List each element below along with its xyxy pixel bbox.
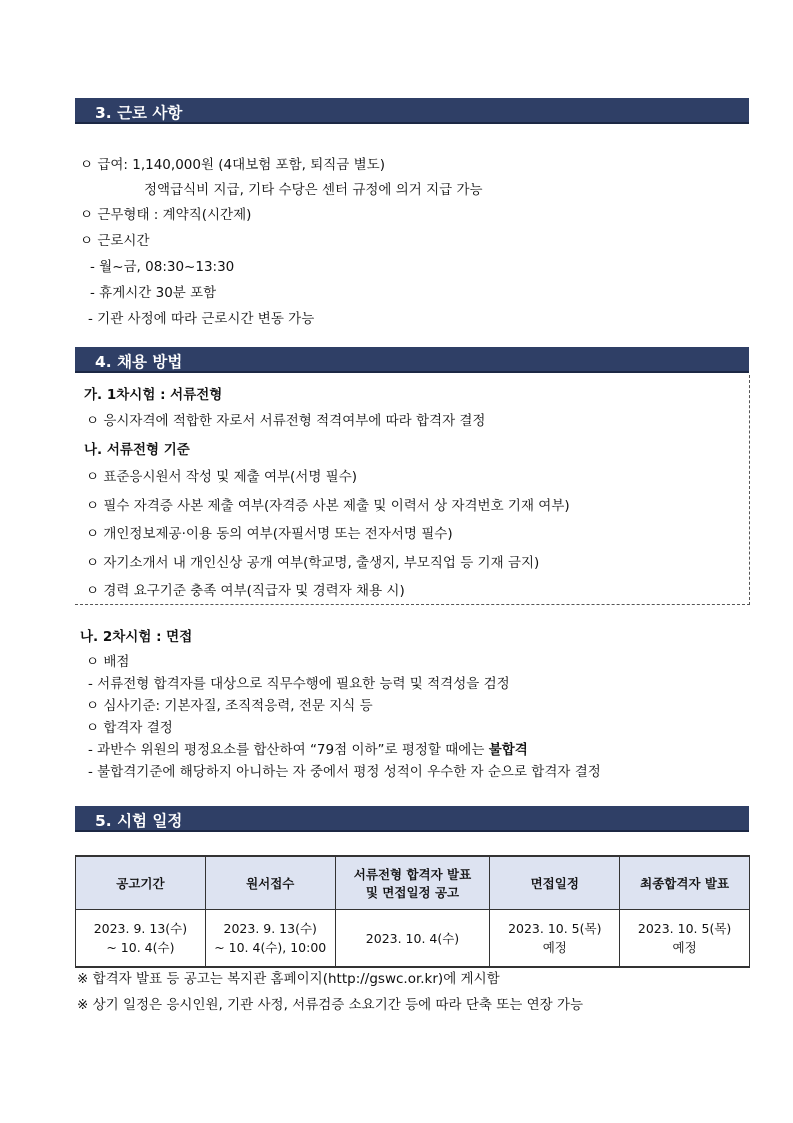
criteria-item: ㅇ 자기소개서 내 개인신상 공개 여부(학교명, 출생지, 부모직업 등 기재 금지) [86, 555, 540, 571]
cell-line: 2023. 10. 5(목) [637, 921, 732, 936]
salary-note: 정액급식비 지급, 기타 수당은 센터 규정에 의거 지급 가능 [144, 182, 483, 198]
section-5-header [75, 806, 749, 832]
header-final: 최종합격자 발표 [620, 856, 750, 910]
schedule-row [76, 910, 750, 968]
note-schedule-change: ※ 상기 일정은 응시인원, 기관 사정, 서류검증 소요기간 등에 따라 단축 또는 연장 가능 [77, 997, 584, 1013]
criteria-item: ㅇ 개인정보제공·이용 동의 여부(자필서명 또는 전자서명 필수) [86, 526, 453, 542]
fail-rule-text: - 과반수 위원의 평정요소를 합산하여 “79점 이하”로 평정할 때에는 [88, 742, 489, 758]
section-3-header [75, 98, 749, 124]
second-exam-score: ㅇ 배점 [86, 654, 130, 670]
pass-rule: - 불합격기준에 해당하지 아니하는 자 중에서 평정 성적이 우수한 자 순으로 합격자 결정 [88, 764, 601, 780]
cell-interview [490, 910, 620, 968]
criteria-item: ㅇ 경력 요구기준 충족 여부(직급자 및 경력자 채용 시) [86, 583, 405, 599]
work-type-line: ㅇ 근무형태 : 계약직(시간제) [80, 207, 252, 223]
work-hours-line: ㅇ 근로시간 [80, 233, 150, 249]
first-exam-heading: 가. 1차시험 : 서류전형 [84, 387, 223, 403]
cell-final [620, 910, 750, 968]
pass-decision: ㅇ 합격자 결정 [86, 720, 173, 736]
cell-line: 예정 [542, 940, 567, 955]
section-4-header [75, 347, 749, 373]
cell-line: ~ 10. 4(수), 10:00 [214, 940, 327, 955]
cell-line: 2023. 9. 13(수) [223, 921, 317, 936]
work-hours-days: - 월~금, 08:30~13:30 [90, 259, 235, 275]
header-announcement: 공고기간 [76, 856, 206, 910]
cell-line: 2023. 9. 13(수) [93, 921, 188, 936]
cell-doc-result [335, 910, 490, 968]
note-announcement: ※ 합격자 발표 등 공고는 복지관 홈페이지(http://gswc.or.kr)에 게시함 [77, 971, 500, 987]
cell-line: 2023. 10. 5(목) [508, 921, 602, 936]
fail-rule-bold: 불합격 [488, 742, 528, 758]
cell-line: ~ 10. 4(수) [106, 940, 175, 955]
cell-line: 2023. 10. 4(수) [365, 930, 460, 946]
work-hours-change: - 기관 사정에 따라 근로시간 변동 가능 [88, 311, 315, 327]
criteria-item: ㅇ 필수 자격증 사본 제출 여부(자격증 사본 제출 및 이력서 상 자격번호 기재 여부) [86, 498, 570, 514]
cell-line: 예정 [672, 940, 697, 955]
work-hours-break: - 휴게시간 30분 포함 [90, 285, 217, 301]
schedule-header-row [76, 856, 750, 910]
second-exam-score-desc: - 서류전형 합격자를 대상으로 직무수행에 필요한 능력 및 적격성을 검정 [88, 676, 510, 692]
section-5-title: 5. 시험 일정 [95, 812, 183, 830]
header-interview: 면접일정 [490, 856, 620, 910]
header-doc-result: 서류전형 합격자 발표 및 면접일정 공고 [335, 856, 490, 910]
criteria-item: ㅇ 표준응시원서 작성 및 제출 여부(서명 필수) [86, 469, 358, 485]
cell-announcement [76, 910, 206, 968]
cell-application [205, 910, 335, 968]
section-3-title: 3. 근로 사항 [95, 104, 183, 122]
header-application: 원서접수 [205, 856, 335, 910]
criteria-heading: 나. 서류전형 기준 [84, 442, 190, 458]
second-exam-heading: 나. 2차시험 : 면접 [80, 629, 193, 645]
first-exam-desc: ㅇ 응시자격에 적합한 자로서 서류전형 적격여부에 따라 합격자 결정 [86, 413, 486, 429]
fail-rule [88, 741, 528, 759]
schedule-table [75, 855, 750, 968]
section-4-title: 4. 채용 방법 [95, 353, 183, 371]
second-exam-criteria: ㅇ 심사기준: 기본자질, 조직적응력, 전문 지식 등 [86, 698, 373, 714]
salary-line: ㅇ 급여: 1,140,000원 (4대보험 포함, 퇴직금 별도) [80, 157, 385, 173]
